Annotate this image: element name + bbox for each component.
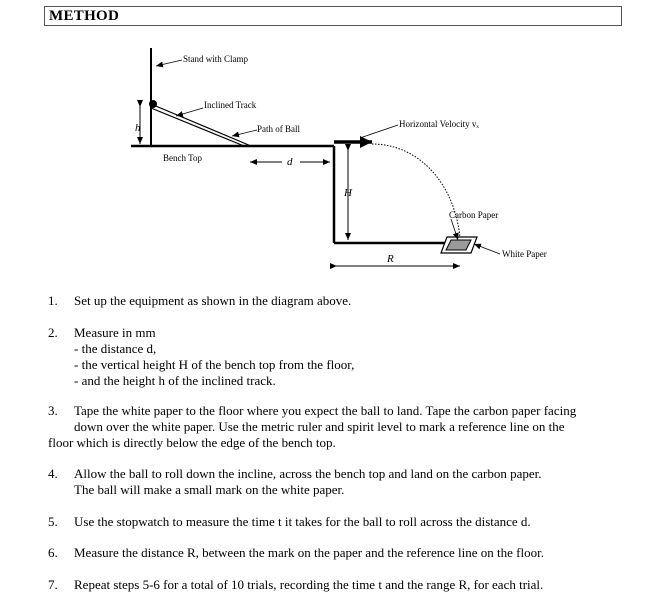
step-number: 3. bbox=[48, 403, 58, 418]
step-number: 7. bbox=[48, 577, 58, 592]
step-text: Use the stopwatch to measure the time t it takes for the ball to roll across the distance d. bbox=[74, 514, 531, 529]
carbon-paper bbox=[446, 240, 471, 250]
step-text: Allow the ball to roll down the incline, across the bench top and land on the carbon paper. bbox=[74, 466, 542, 481]
step-number: 1. bbox=[48, 293, 58, 308]
step-number: 2. bbox=[48, 325, 58, 340]
white-leader bbox=[474, 244, 500, 254]
step-text: Repeat steps 5-6 for a total of 10 trials, recording the time t and the range R, for each trial. bbox=[74, 577, 544, 592]
step-number: 5. bbox=[48, 514, 58, 529]
stand-leader bbox=[156, 60, 182, 66]
step-text: floor which is directly below the edge of the bench top. bbox=[48, 435, 336, 450]
d-label: d bbox=[287, 156, 293, 168]
h-label: h bbox=[135, 122, 141, 134]
ball bbox=[149, 100, 157, 108]
step-text: Measure in mm bbox=[74, 325, 156, 340]
H-label: H bbox=[344, 187, 352, 199]
velocity-leader bbox=[360, 125, 398, 138]
bench-label: Bench Top bbox=[163, 153, 202, 163]
track-label: Inclined Track bbox=[204, 100, 257, 110]
trajectory bbox=[372, 144, 460, 238]
step-text: down over the white paper. Use the metric ruler and spirit level to mark a reference line on the bbox=[74, 419, 565, 434]
carbon-label: Carbon Paper bbox=[449, 210, 499, 220]
step-text: The ball will make a small mark on the white paper. bbox=[74, 482, 345, 497]
R-label: R bbox=[387, 253, 394, 265]
inclined-track bbox=[151, 104, 251, 146]
white-label: White Paper bbox=[502, 249, 547, 259]
step-text: - and the height h of the inclined track. bbox=[74, 373, 276, 388]
path-label: Path of Ball bbox=[257, 124, 300, 134]
method-heading: METHOD bbox=[49, 8, 120, 24]
step-text: - the distance d, bbox=[74, 341, 157, 356]
path-leader bbox=[232, 130, 257, 136]
projectile-diagram bbox=[0, 0, 665, 290]
step-number: 4. bbox=[48, 466, 58, 481]
step-text: Set up the equipment as shown in the diagram above. bbox=[74, 293, 352, 308]
step-number: 6. bbox=[48, 545, 58, 560]
stand-label: Stand with Clamp bbox=[183, 54, 248, 64]
step-text: Measure the distance R, between the mark on the paper and the reference line on the floor. bbox=[74, 545, 544, 560]
track-leader bbox=[176, 108, 203, 116]
step-text: - the vertical height H of the bench top from the floor, bbox=[74, 357, 355, 372]
velocity-label: Horizontal Velocity vₓ bbox=[399, 119, 479, 129]
step-text: Tape the white paper to the floor where you expect the ball to land. Tape the carbon paper facing bbox=[74, 403, 577, 418]
